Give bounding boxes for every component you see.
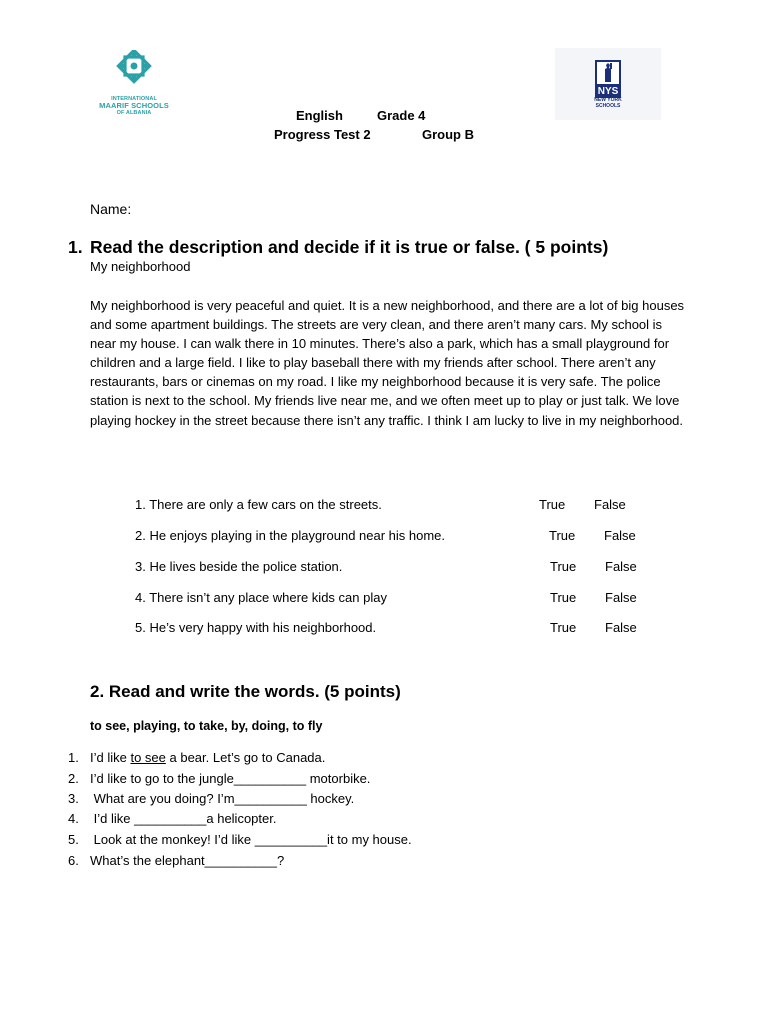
statement-3-false[interactable]: False: [605, 559, 637, 574]
nys-logo: [555, 48, 661, 120]
section2-title: 2. Read and write the words. (5 points): [90, 682, 401, 701]
svg-text:NYS: NYS: [597, 86, 619, 97]
statement-2: 2. He enjoys playing in the playground near his home.: [135, 528, 446, 543]
item-3-number: 3.: [68, 791, 79, 806]
grade-label: Grade 4: [377, 108, 426, 123]
maarif-emblem-icon: [96, 50, 172, 96]
group-label: Group B: [422, 127, 474, 142]
statement-3: 3. He lives beside the police station.: [135, 559, 343, 574]
item-5-number: 5.: [68, 832, 79, 847]
item-1-answer: to see: [130, 750, 166, 765]
nys-logo-text: NEW YORK SCHOOLS: [594, 97, 622, 109]
statement-3-true[interactable]: True: [550, 559, 577, 574]
statement-1-true[interactable]: True: [539, 497, 566, 512]
statement-5: 5. He’s very happy with his neighborhood.: [135, 620, 377, 635]
statement-1-false[interactable]: False: [594, 497, 626, 512]
item-1-number: 1.: [68, 750, 79, 765]
item-3-sentence[interactable]: What are you doing? I’m__________ hockey.: [90, 791, 355, 806]
item-2-number: 2.: [68, 771, 79, 786]
statement-4-false[interactable]: False: [605, 590, 637, 605]
maarif-schools-logo: [96, 50, 172, 122]
word-bank: to see, playing, to take, by, doing, to fly: [90, 719, 323, 733]
name-label: Name:: [90, 201, 132, 217]
statement-5-false[interactable]: False: [605, 620, 637, 635]
item-4-sentence[interactable]: I’d like __________a helicopter.: [90, 811, 277, 826]
statement-5-true[interactable]: True: [550, 620, 577, 635]
item-6-number: 6.: [68, 853, 79, 868]
reading-passage: My neighborhood is very peaceful and quiet. It is a new neighborhood, and there are a lot of big houses and some apartment buildings. The streets are very clean, and there aren’t many cars. My school is near my house. I can walk there in 10 minutes. There’s also a park, which has a small playground for children and a large field. I like to play baseball there with my friends after school. There aren’t any restaurants, bars or cinemas on my road. I like my neighborhood because it is very safe. The police station is next to the school. My friends live near me, and we often meet up to play or just talk. We love playing hockey in the street because there isn’t any traffic. I think I am lucky to live in my neighborhood.: [90, 298, 685, 428]
statement-2-false[interactable]: False: [604, 528, 636, 543]
item-1-sentence: I’d like to see a bear. Let’s go to Canada.: [90, 750, 326, 765]
statement-4: 4. There isn’t any place where kids can play: [135, 590, 387, 605]
item-6-sentence[interactable]: What’s the elephant__________?: [90, 853, 285, 868]
maarif-logo-text: INTERNATIONAL MAARIF SCHOOLS OF ALBANIA: [99, 96, 169, 116]
statement-2-true[interactable]: True: [549, 528, 576, 543]
item-2-sentence[interactable]: I’d like to go to the jungle__________ motorbike.: [90, 771, 371, 786]
statement-1: 1. There are only a few cars on the streets.: [135, 497, 382, 512]
item-5-sentence[interactable]: Look at the monkey! I’d like __________it to my house.: [90, 832, 412, 847]
section1-title: 1. Read the description and decide if it is true or false. ( 5 points): [68, 237, 609, 257]
item-4-number: 4.: [68, 811, 79, 826]
statue-of-liberty-icon: [595, 60, 621, 98]
statement-4-true[interactable]: True: [550, 590, 577, 605]
passage-title: My neighborhood: [90, 259, 191, 274]
test-label: Progress Test 2: [274, 127, 371, 142]
subject-label: English: [296, 108, 343, 123]
